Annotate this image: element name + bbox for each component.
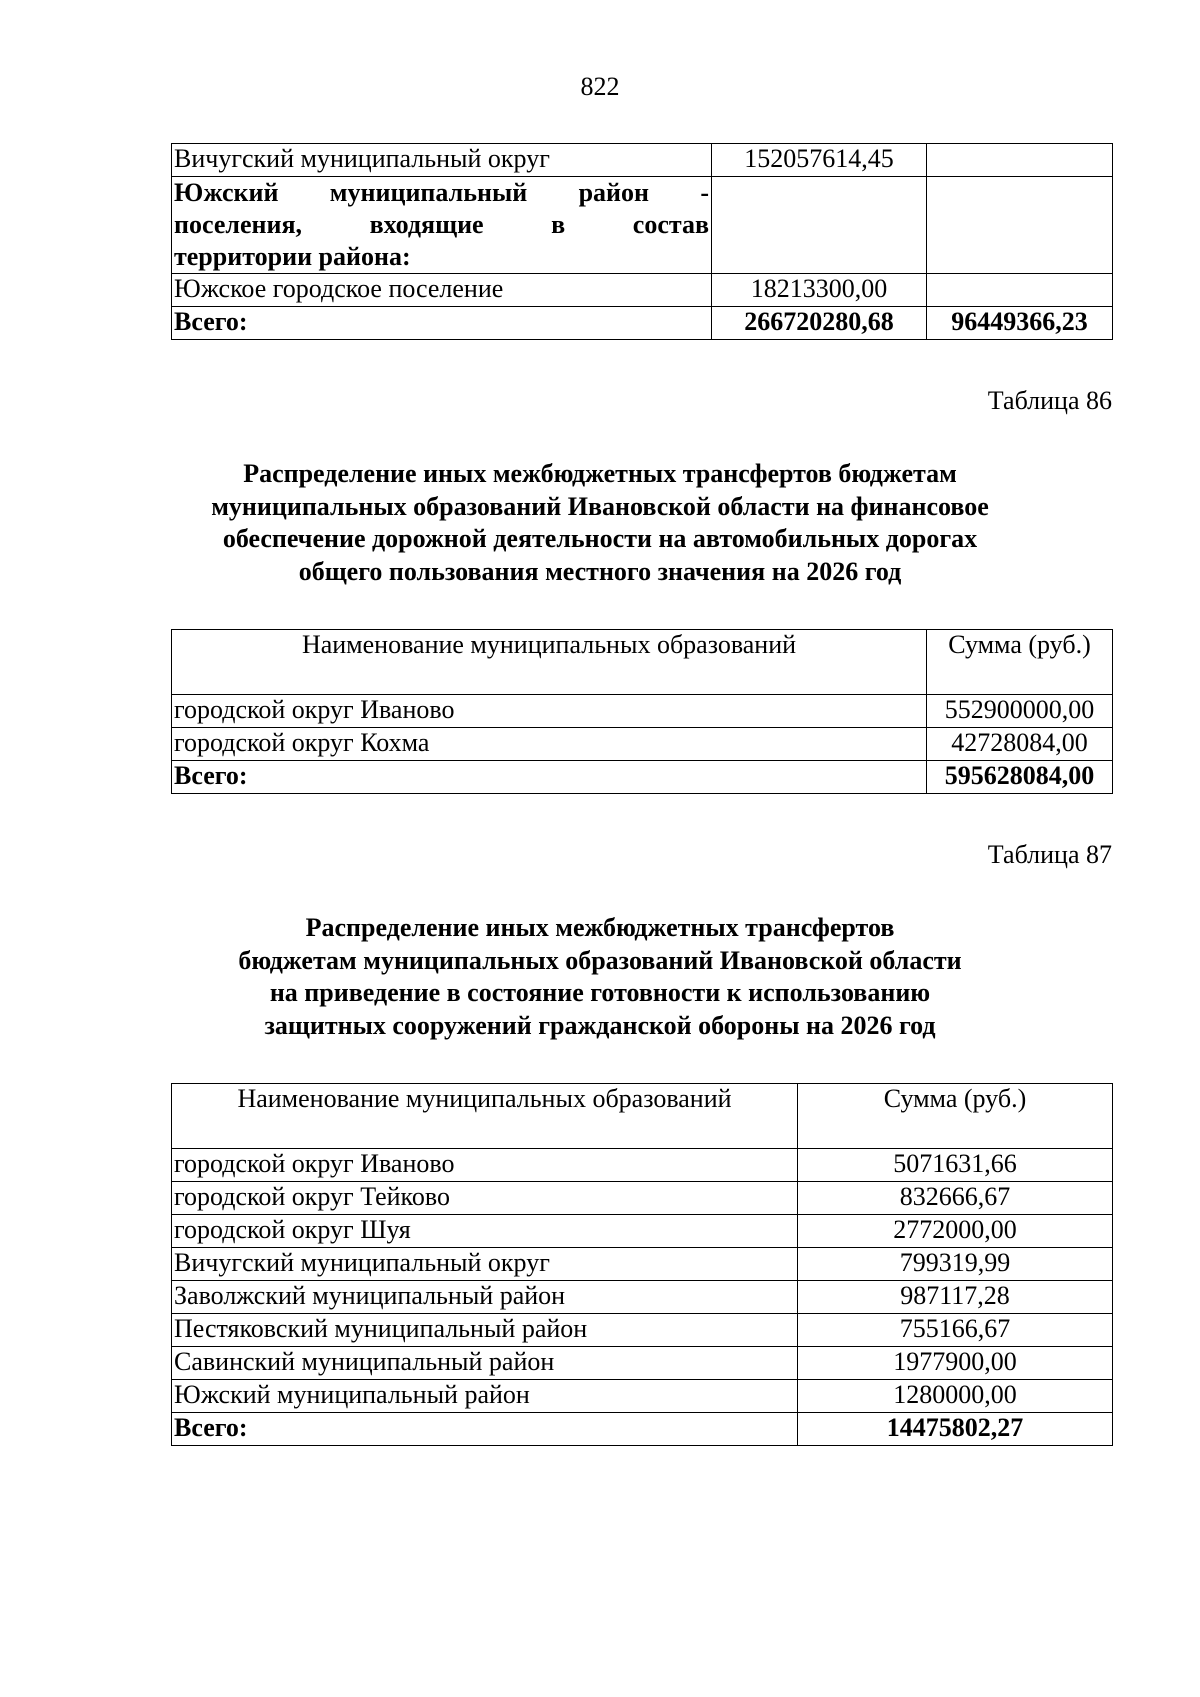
cell-sum: 1977900,00 [798,1347,1113,1380]
table-row [172,695,1113,728]
cell-name: городской округ Шуя [172,1215,798,1248]
table-87 [171,1083,1113,1446]
cell-name-group [172,177,712,274]
total-row [172,1413,1113,1446]
title-line: общего пользования местного значения на 2026 год [298,556,902,586]
table-row [172,1248,1113,1281]
cell-name: Южский муниципальный район [172,1380,798,1413]
cell-value: 18213300,00 [712,274,927,307]
cell-sum: 755166,67 [798,1314,1113,1347]
title-line: защитных сооружений гражданской обороны на 2026 год [264,1010,936,1040]
group-line: территории района: [174,242,411,271]
cell-value [712,177,927,274]
cell-value [927,274,1113,307]
title-line: Распределение иных межбюджетных трансфертов бюджетам [243,459,957,488]
cell-value [927,177,1113,274]
table-row [172,1380,1113,1413]
title-line: на приведение в состояние готовности к использованию [269,978,931,1007]
table-86-title [0,458,1200,588]
table-row [172,1149,1113,1182]
cell-sum: 987117,28 [798,1281,1113,1314]
cell-sum: 14475802,27 [798,1413,1113,1446]
header-sum: Сумма (руб.) [798,1084,1113,1149]
cell-value: 96449366,23 [927,307,1113,340]
header-row [172,630,1113,695]
table-87-label: Таблица 87 [987,840,1112,869]
page-number: 822 [580,72,620,101]
table-row [172,274,1113,307]
cell-name: Всего: [172,1413,798,1446]
cell-sum: 5071631,66 [798,1149,1113,1182]
title-line: Распределение иных межбюджетных трансфертов [305,913,895,942]
cell-sum: 799319,99 [798,1248,1113,1281]
total-row [172,761,1113,794]
table-86 [171,629,1113,794]
cell-name: Южское городское поселение [172,274,712,307]
header-name: Наименование муниципальных образований [172,630,927,695]
cell-name: городской округ Тейково [172,1182,798,1215]
cell-name: городской округ Кохма [172,728,927,761]
total-row [172,307,1113,340]
group-line: поселения, входящие в состав [174,210,709,239]
table-86-label: Таблица 86 [987,386,1112,415]
table-row [172,1281,1113,1314]
cell-name: городской округ Иваново [172,695,927,728]
cell-name: городской округ Иваново [172,1149,798,1182]
cell-name: Вичугский муниципальный округ [172,144,712,177]
cell-name: Савинский муниципальный район [172,1347,798,1380]
table-row [172,728,1113,761]
cell-name: Вичугский муниципальный округ [172,1248,798,1281]
cell-sum: 832666,67 [798,1182,1113,1215]
header-row [172,1084,1113,1149]
title-line: бюджетам муниципальных образований Ивановской области [238,945,962,975]
cell-sum: 1280000,00 [798,1380,1113,1413]
cell-sum: 552900000,00 [927,695,1113,728]
table-row [172,1314,1113,1347]
cell-name: Заволжский муниципальный район [172,1281,798,1314]
cell-sum: 595628084,00 [927,761,1113,794]
cell-value [927,144,1113,177]
header-sum: Сумма (руб.) [927,630,1113,695]
table-row [172,1215,1113,1248]
title-line: обеспечение дорожной деятельности на автомобильных дорогах [222,524,978,553]
cell-sum: 42728084,00 [927,728,1113,761]
cell-name: Всего: [172,307,712,340]
cell-sum: 2772000,00 [798,1215,1113,1248]
title-line: муниципальных образований Ивановской области на финансовое [211,491,989,521]
header-name: Наименование муниципальных образований [172,1084,798,1149]
cell-value: 266720280,68 [712,307,927,340]
cell-name: Пестяковский муниципальный район [172,1314,798,1347]
table-row [172,177,1113,274]
continued-table [171,143,1113,340]
table-row [172,1182,1113,1215]
table-row [172,144,1113,177]
table-87-title [0,912,1200,1042]
cell-value: 152057614,45 [712,144,927,177]
cell-name: Всего: [172,761,927,794]
group-line: Южский муниципальный район - [174,178,709,207]
table-row [172,1347,1113,1380]
